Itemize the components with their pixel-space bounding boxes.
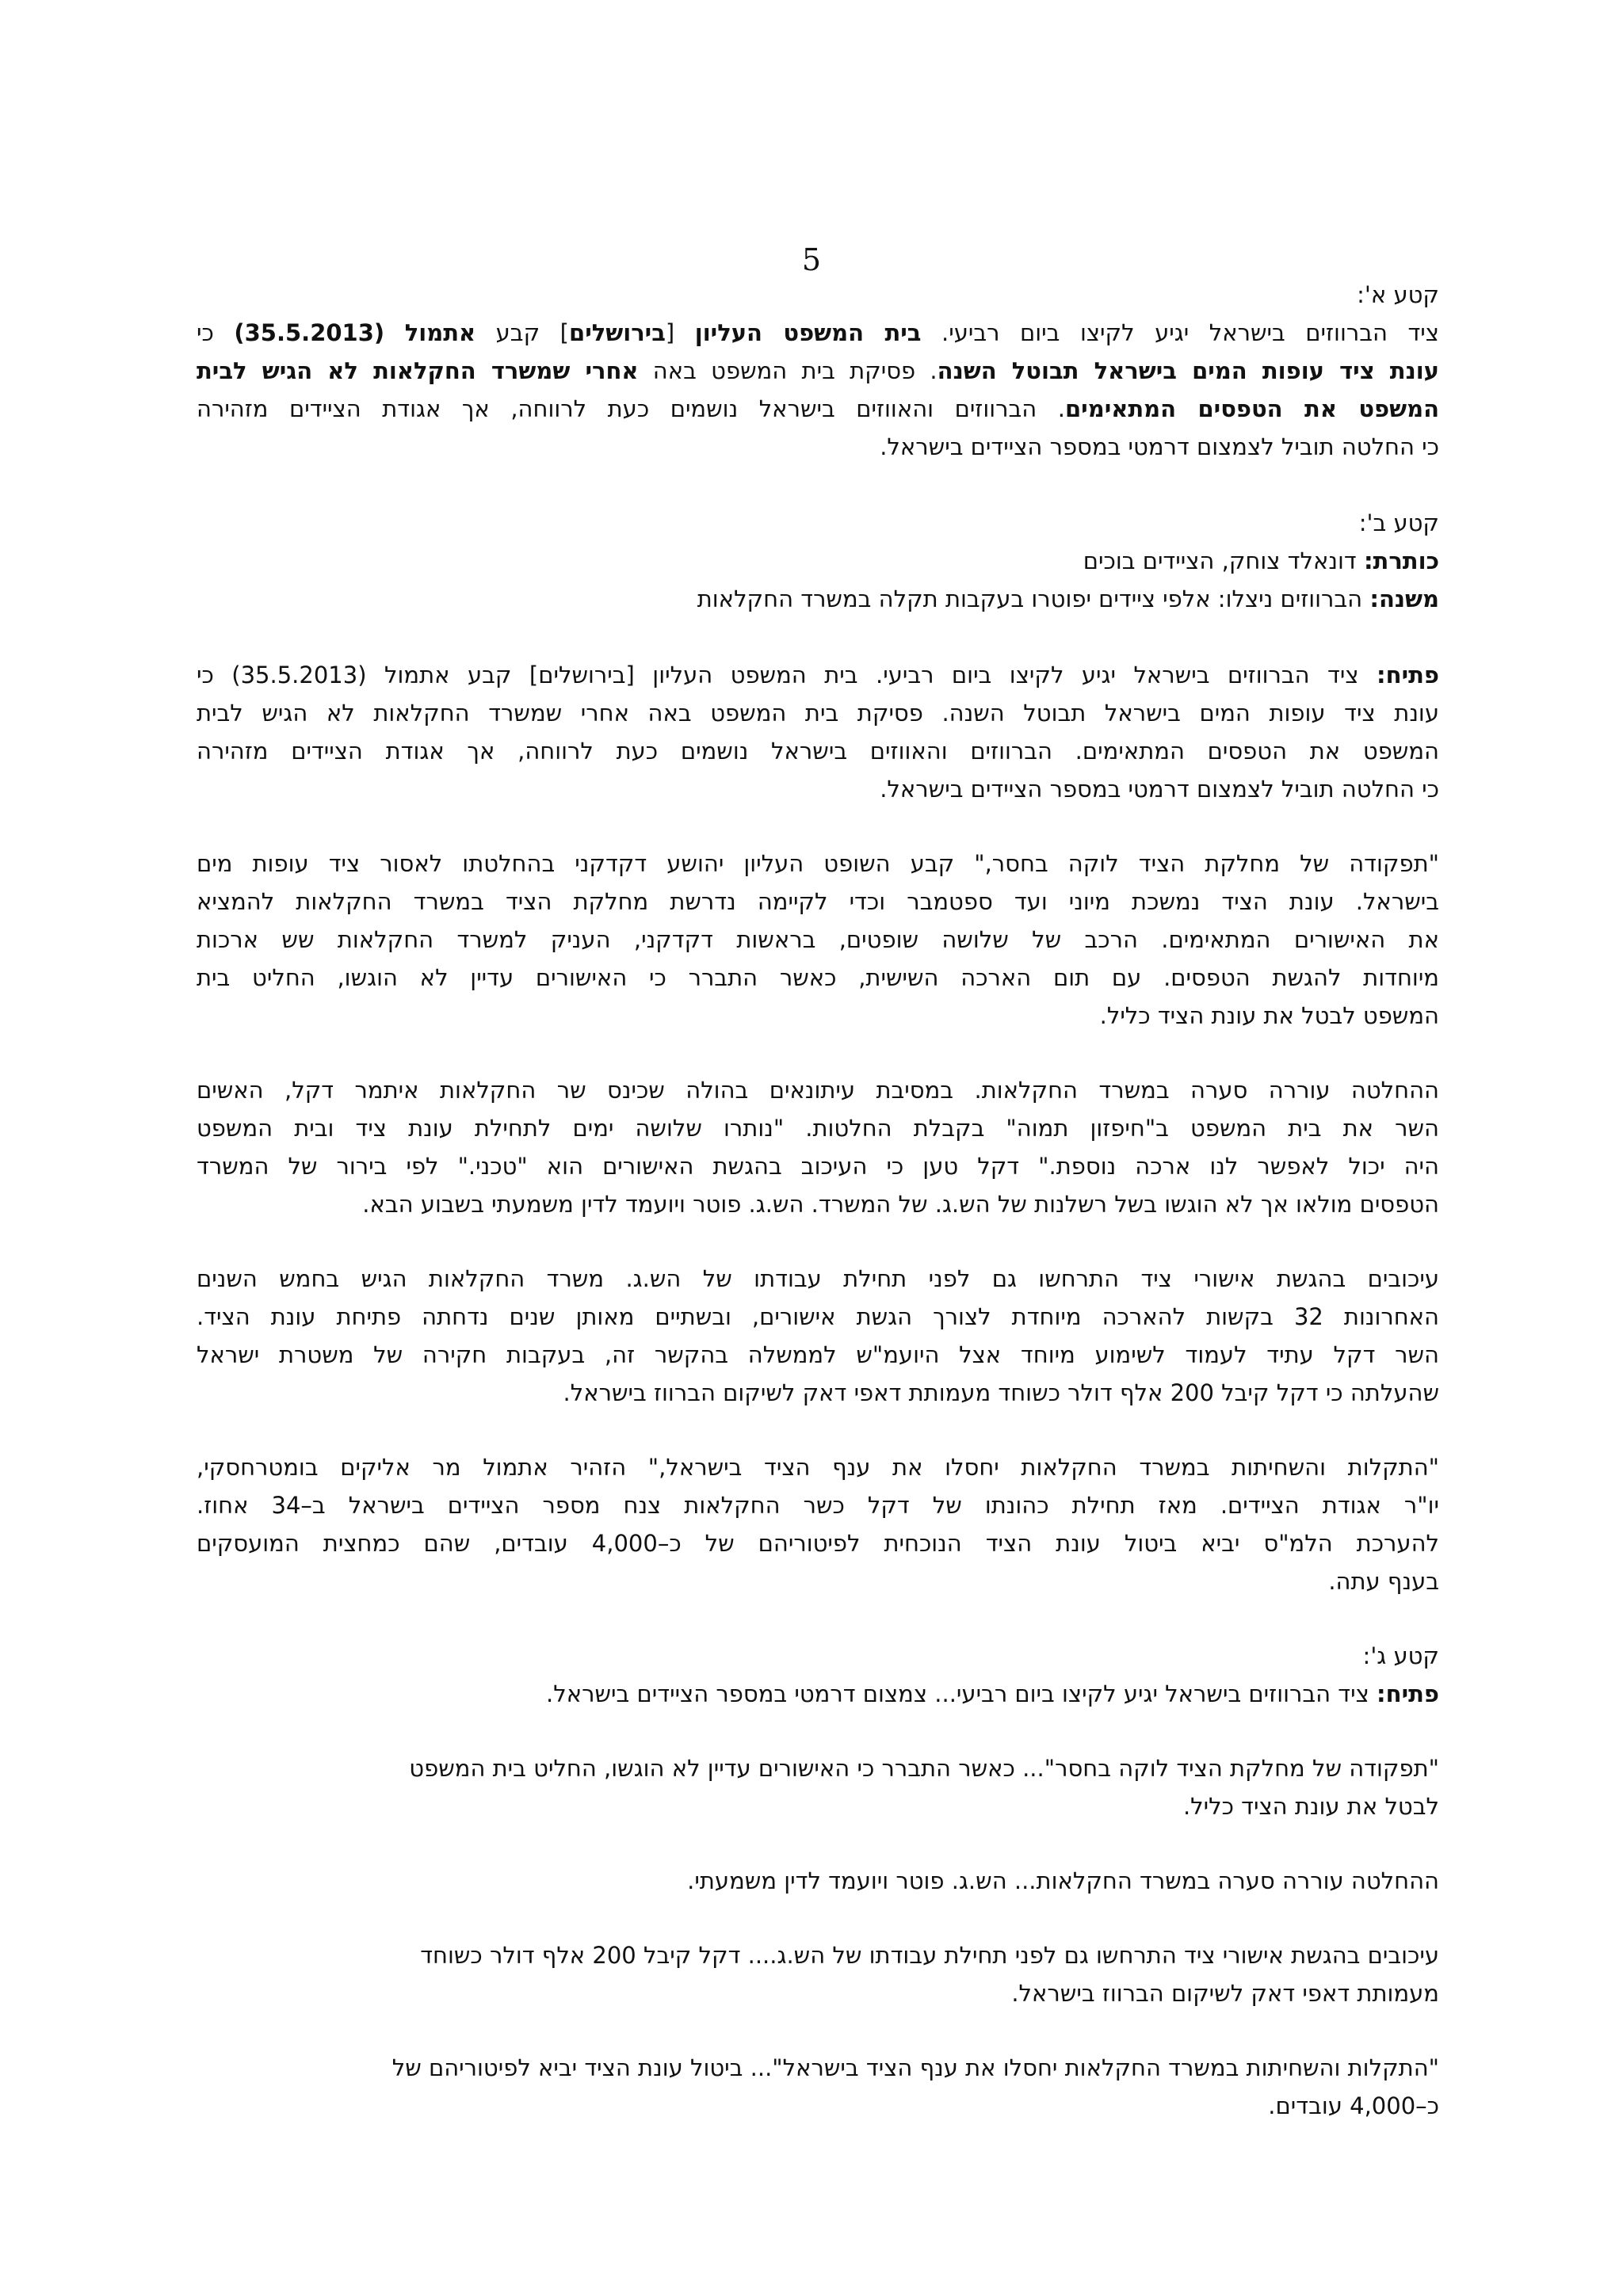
- bold-phrase: אתמול: [404, 319, 476, 346]
- bold-phrase: אחרי שמשרד החקלאות לא הגיש לבית: [197, 357, 639, 384]
- lead-line-text: ציד הברווזים בישראל יגיע לקיצו ביום רביעי. בית המשפט העליון [בירושלים] קבע אתמול (35.5.2013) כי: [197, 662, 1377, 688]
- section-a-line: [197, 428, 1439, 466]
- paragraph-line: לבטל את עונת הציד כליל.: [1182, 1793, 1439, 1820]
- article-paragraph: [197, 845, 1439, 1035]
- paragraph-line: המשפט לבטל את עונת הציד כליל.: [1099, 1002, 1439, 1029]
- paragraph-line: הטפסים מולאו אך לא הוגשו בשל רשלנות של הש.ג. של המשרד. הש.ג. פוטר ויועמד לדין משמעתי בשבוע הבא.: [362, 1191, 1439, 1218]
- section-c-heading: קטע ג':: [1362, 1642, 1439, 1669]
- text-run: . פסיקת בית המשפט באה: [638, 357, 938, 384]
- lead-label: פתיח:: [1377, 662, 1439, 688]
- lead-line: כי החלטה תוביל לצמצום דרמטי במספר הציידים בישראל.: [880, 776, 1439, 803]
- article-paragraph: [197, 2049, 1439, 2125]
- section-c-lead-text: ציד הברווזים בישראל יגיע לקיצו ביום רביעי... צמצום דרמטי במספר הציידים בישראל.: [546, 1680, 1377, 1707]
- text-run: ציד הברווזים בישראל יגיע לקיצו ביום רביעי.: [921, 319, 1439, 346]
- subheadline-row: [197, 580, 1439, 618]
- lead-line: עונת ציד עופות המים בישראל תבוטל השנה. פסיקת בית המשפט באה אחרי שמשרד החקלאות לא הגיש לבית: [197, 700, 1439, 727]
- paragraph-line: להערכת הלמ"ס יביא ביטול עונת הציד הנוכחית לפיטוריהם של כ–4,000 עובדים, שהם כמחצית המועסקים: [197, 1530, 1439, 1557]
- article-paragraph: [197, 1448, 1439, 1600]
- paragraph-line: השר דקל עתיד לעמוד לשימוע מיוחד אצל היועמ"ש לממשלה בהקשר זה, בעקבות חקירה של משטרת ישראל: [197, 1341, 1439, 1368]
- paragraph-line: עיכובים בהגשת אישורי ציד התרחשו גם לפני תחילת עבודתו של הש.ג.... דקל קיבל 200 אלף דולר כשוחד: [420, 1942, 1439, 1969]
- article-paragraph: [197, 1071, 1439, 1223]
- lead-paragraph: [197, 656, 1439, 808]
- text-run: ] קבע: [475, 319, 569, 346]
- paragraph-line: בענף עתה.: [1328, 1568, 1439, 1595]
- article-paragraph: [197, 1260, 1439, 1412]
- headline-label: כותרת:: [1363, 547, 1439, 574]
- paragraph-line: מיוחדות להגשת הטפסים. עם תום הארכה השישית, כאשר התברר כי האישורים עדיין לא הוגשו, החליט בית: [197, 964, 1439, 991]
- section-c-lead: [197, 1675, 1439, 1713]
- bold-phrase: המשפט את הטפסים המתאימים: [1064, 395, 1439, 422]
- paragraph-line: ההחלטה עוררה סערה במשרד החקלאות. במסיבת עיתונאים בהולה שכינס שר החקלאות איתמר דקל, האשים: [197, 1077, 1439, 1104]
- article-paragraph: [197, 1749, 1439, 1825]
- paragraph-line: "תפקודה של מחלקת הציד לוקה בחסר," קבע השופט העליון יהושע דקדקני בהחלטתו לאסור ציד עופות מים: [197, 850, 1439, 877]
- paragraph-line: האחרונות 32 בקשות להארכה מיוחדת לצורך הגשת אישורים, ובשתיים מאותן שנים נדחתה פתיחת עונת הציד.: [197, 1303, 1439, 1330]
- paragraph-line: מעמותת דאפי דאק לשיקום הברווז בישראל.: [1011, 1980, 1439, 2007]
- paragraph-line: "התקלות והשחיתות במשרד החקלאות יחסלו את ענף הציד בישראל"... ביטול עונת הציד יביא לפיטוריהם של: [391, 2054, 1439, 2081]
- section-b-heading: קטע ב':: [1358, 509, 1439, 536]
- subheadline-label: משנה:: [1369, 585, 1439, 612]
- section-b-body: [197, 845, 1439, 1600]
- paragraph-line: יו"ר אגודת הציידים. מאז תחילת כהונתו של דקל כשר החקלאות צנח מספר הציידים בישראל ב–34 אחוז.: [197, 1492, 1439, 1519]
- text-run: כי: [197, 319, 235, 346]
- paragraph-line: היה יכול לאפשר לנו ארכה נוספת." דקל טען כי העיכוב בהגשת האישורים הוא "טכני." לפי בירור של המשרד: [197, 1153, 1439, 1180]
- section-c-lead-label: פתיח:: [1377, 1680, 1439, 1707]
- section-a-line: [197, 390, 1439, 428]
- bold-phrase: עונת ציד עופות המים בישראל תבוטל השנה: [937, 357, 1439, 384]
- article-paragraph: [197, 1862, 1439, 1900]
- section-a-heading: קטע א':: [1357, 281, 1439, 308]
- text-run: [384, 319, 405, 346]
- paragraph-line: עיכובים בהגשת אישורי ציד התרחשו גם לפני תחילת עבודתו של הש.ג. משרד החקלאות הגיש בחמש השנים: [197, 1265, 1439, 1292]
- headline-row: [197, 542, 1439, 580]
- section-a: [197, 276, 1439, 466]
- text-run: . הברווזים והאווזים בישראל נושמים כעת לרווחה, אך אגודת הציידים מזהירה: [197, 395, 1065, 422]
- section-c: [197, 1637, 1439, 2125]
- article-paragraph: [197, 1936, 1439, 2012]
- document-body: [197, 276, 1439, 2161]
- bold-phrase: בית המשפט העליון: [694, 319, 922, 346]
- text-run: [: [665, 319, 695, 346]
- section-c-body: [197, 1749, 1439, 2125]
- paragraph-line: כ–4,000 עובדים.: [1268, 2092, 1439, 2119]
- paragraph-line: ההחלטה עוררה סערה במשרד החקלאות... הש.ג. פוטר ויועמד לדין משמעתי.: [687, 1867, 1439, 1894]
- paragraph-line: השר את בית המשפט ב"חיפזון תמוה" בקבלת החלטות. "נותרו שלושה ימים לתחילת עונת ציד ובית המשפט: [197, 1115, 1439, 1142]
- paragraph-line: "תפקודה של מחלקת הציד לוקה בחסר"... כאשר התברר כי האישורים עדיין לא הוגשו, החליט בית המשפט: [409, 1755, 1439, 1782]
- lead-line: [197, 656, 1439, 694]
- paragraph-line: את האישורים המתאימים. הרכב של שלושה שופטים, בראשות דקדקני, העניק למשרד החקלאות שש ארכות: [197, 926, 1439, 953]
- text-run: כי החלטה תוביל לצמצום דרמטי במספר הציידים בישראל.: [880, 433, 1439, 460]
- headline-text: דונאלד צוחק, הציידים בוכים: [1083, 547, 1364, 574]
- subheadline-text: הברווזים ניצלו: אלפי ציידים יפוטרו בעקבות תקלה במשרד החקלאות: [697, 585, 1370, 612]
- section-a-paragraph: [197, 314, 1439, 466]
- section-a-line: [197, 314, 1439, 352]
- bold-phrase: (35.5.2013): [234, 319, 385, 346]
- paragraph-line: שהעלתה כי דקל קיבל 200 אלף דולר כשוחד מעמותת דאפי דאק לשיקום הברווז בישראל.: [563, 1379, 1439, 1406]
- section-b: [197, 504, 1439, 1600]
- paragraph-line: "התקלות והשחיתות במשרד החקלאות יחסלו את ענף הציד בישראל," הזהיר אתמול מר אליקים בומטרחסקי,: [197, 1454, 1439, 1481]
- page-number: 5: [801, 242, 822, 277]
- section-a-line: [197, 352, 1439, 390]
- bold-phrase: בירושלים: [569, 319, 666, 346]
- paragraph-line: בישראל. עונת הציד נמשכת מיוני ועד ספטמבר וכדי לקיימה נדרשת מחלקת הציד במשרד החקלאות להמציא: [197, 888, 1439, 915]
- lead-line: המשפט את הטפסים המתאימים. הברווזים והאווזים בישראל נושמים כעת לרווחה, אך אגודת הציידים מזהירה: [197, 738, 1439, 765]
